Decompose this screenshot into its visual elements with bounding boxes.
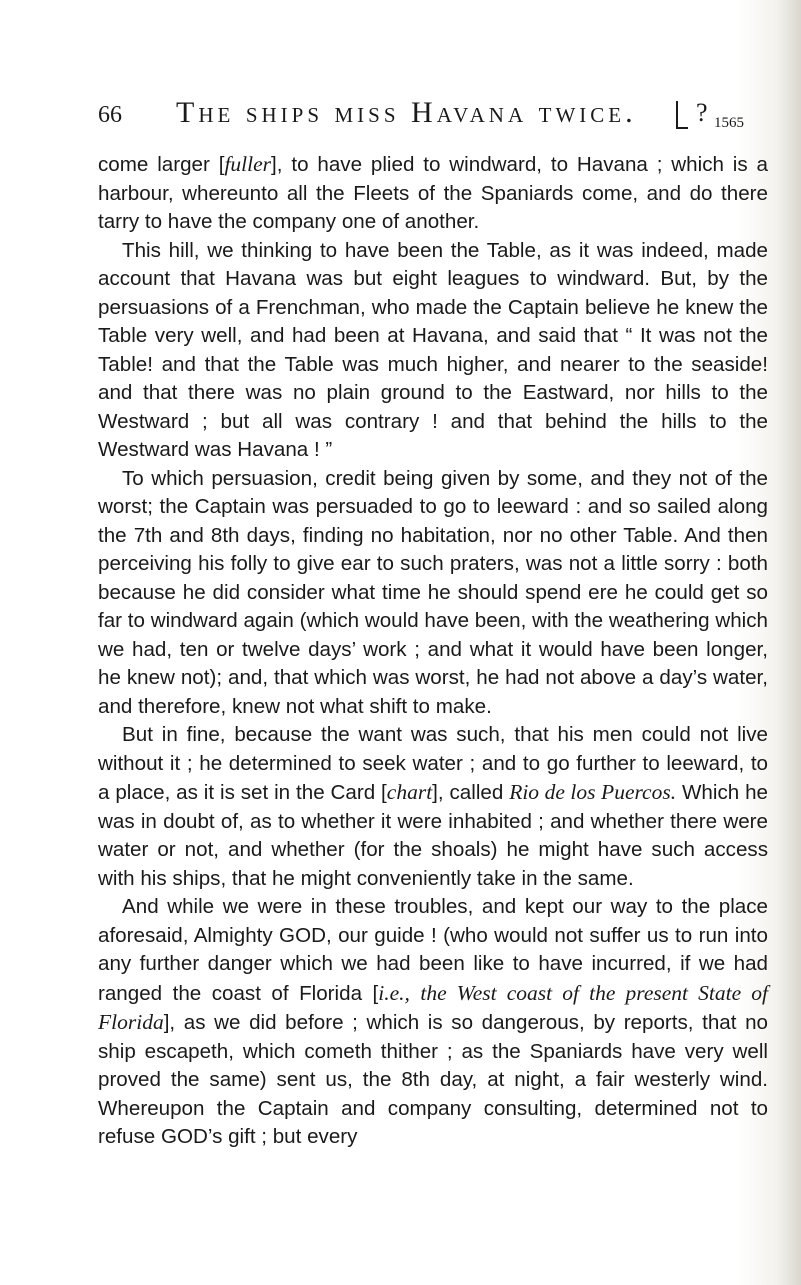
text-run: And while we were in these troubles, and kept our way to the place aforesaid, Almighty GOD, our guide ! (who would not suffer us to run into any further danger which we had been like to have incurred, if we had ranged the coast of Florida [ [98, 895, 768, 1005]
paragraph [98, 893, 768, 1152]
text-run: come larger [ [98, 153, 225, 176]
text-run: To which persuasion, credit being given by some, and they not of the worst; the Captain was persuaded to go to leeward : and so sailed along the 7th and 8th days, finding no habitation, nor no other Table. And then perceiving his folly to give ear to such praters, was not a little sorry : both because he did consider what time he should spend ere he could get so far to windward again (which would have been, with the weathering which we had, ten or twelve days’ work ; and what it would have been longer, he knew not); and, that which was worst, he had not above a day’s water, and therefore, knew not what shift to make. [98, 466, 768, 718]
text-run: ], as we did before ; which is so dangerous, by reports, that no ship escapeth, which cometh thither ; as the Spaniards have very well proved the same) sent us, the 8th day, at night, a fair westerly wind. Whereupon the Captain and company consulting, determined not to refuse GOD’s gift ; but every [98, 1011, 768, 1148]
paragraph [98, 150, 768, 237]
italic-text: i.e., [378, 980, 410, 1005]
text-run: But in fine, because the want was such, that his men could not live without it ; he determined to seek water ; and to go further to leeward, to a place, as it is set in the Card [ [98, 723, 768, 804]
bracket-mark [676, 101, 688, 129]
italic-text: chart [386, 780, 433, 804]
paragraph [98, 465, 768, 722]
page-header [98, 96, 778, 136]
paragraph [98, 237, 768, 465]
text-run: This hill, we thinking to have been the Table, as it was indeed, made account that Havana was but eight leagues to windward. But, by the persuasions of a Frenchman, who made the Captain believe he knew the Table very well, and had been at Havana, and said that “ It was not the Table! and that the Table was much higher, and nearer to the seaside! and that there was no plain ground to the Eastward, nor hills to the Westward ; but all was contrary ! and that behind the hills to the Westward was Havana ! ” [98, 238, 768, 461]
text-run: Which he was in doubt of, as to whether it were inhabited ; and whether there were water or not, and whether (for the shoals) he might have such access with his ships, that he might conveniently take in the same. [98, 781, 768, 890]
running-head: The ships miss Havana twice. [176, 96, 637, 129]
text-run: ], called [432, 781, 510, 804]
italic-text: fuller [224, 152, 272, 176]
italic-text: Rio de los Puercos. [509, 780, 677, 804]
year-marginal [676, 98, 744, 132]
page-number: 66 [98, 102, 122, 128]
paragraph [98, 721, 768, 893]
body-text [98, 150, 768, 1152]
year: 1565 [714, 115, 745, 131]
year-prefix: ? [696, 98, 715, 127]
text-run: ], to have plied to windward, to Havana ; which is a harbour, whereunto all the Fleets of the Spaniards come, and do there tarry to have the company one of another. [98, 153, 768, 233]
italic-text: the West coast of the present State of Florida [98, 980, 768, 1034]
text-run [410, 982, 420, 1005]
